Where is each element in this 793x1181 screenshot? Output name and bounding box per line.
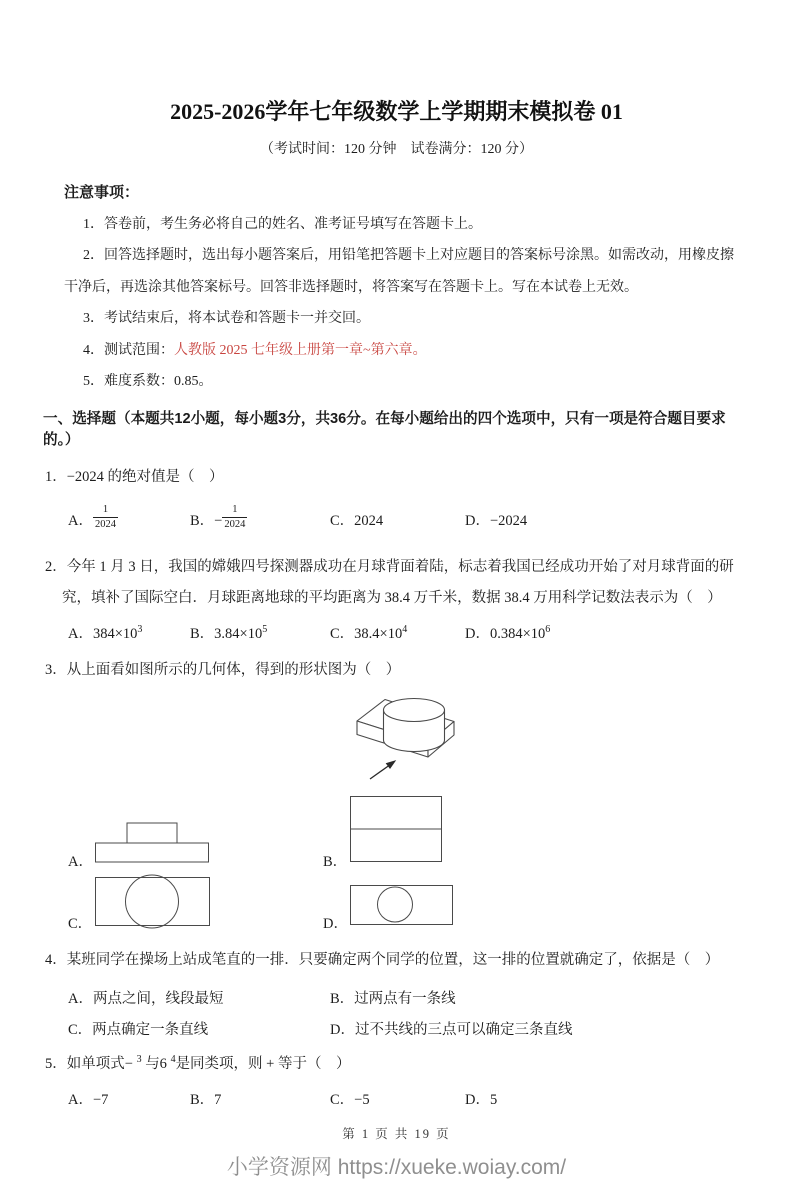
- q3-option-c-label: C．: [68, 915, 93, 932]
- q3-option-b-figure: [350, 796, 442, 862]
- figure-geometry-3d: [350, 690, 745, 786]
- question-4-options-row-1: [45, 987, 745, 1007]
- section-1-heading: 一、选择题（本题共12小题，每小题3分，共36分。在每小题给出的四个选项中，只有一项是符合题目要求的。）: [43, 410, 726, 448]
- q4-option-b: B．过两点有一条线: [330, 990, 456, 1007]
- q2-option-d: D．$0.384\times 10^6$: [465, 623, 551, 642]
- q3-option-a-figure: [95, 816, 209, 863]
- q1-option-c: C．2024: [330, 512, 384, 529]
- note-item-1: 1．答卷前，考生务必将自己的姓名、准考证号填写在答题卡上。: [83, 216, 482, 232]
- q1-option-d: D．−2024: [465, 512, 528, 529]
- question-3-option-figures: [45, 796, 745, 936]
- note-item-4: [64, 335, 744, 367]
- q3-option-b-label: B．: [323, 853, 348, 870]
- question-1-options: [45, 501, 745, 541]
- question-4-options-row-2: [45, 1018, 745, 1038]
- page-title: 2025-2026学年七年级数学上学期期末模拟卷 01: [170, 99, 623, 124]
- q2-option-a: A．$384\times 10^3$: [68, 623, 143, 642]
- footer-page-number: 第 1 页 共 19 页: [342, 1126, 451, 1141]
- note-item-3: 3．考试结束后，将本试卷和答题卡一并交回。: [83, 311, 370, 326]
- question-1-stem: 1．−2024 的绝对值是（ ）: [45, 468, 224, 485]
- cylinder-on-cuboid-figure: [350, 690, 482, 786]
- view-direction-arrow: [370, 761, 395, 779]
- footer-watermark: 小学资源网 https://xueke.woiay.com/: [226, 1155, 567, 1179]
- q4-option-a: A．两点之间，线段最短: [68, 990, 224, 1007]
- note-item-2: 2．回答选择题时，选出每小题答案后，用铅笔把答题卡上对应题目的答案标号涂黑。如需改动，用橡皮擦干净后，再选涂其他答案标号。回答非选择题时，将答案写在答题卡上。写在本试卷上无效。: [64, 248, 734, 295]
- q5-option-d: D．5: [465, 1091, 498, 1108]
- q1-option-b: B．− $\frac{1}{2024}$: [190, 504, 246, 530]
- q4-option-d: D．过不共线的三点可以确定三条直线: [330, 1021, 573, 1038]
- notes-section: [64, 177, 744, 398]
- fraction: $\frac{1}{2024}$: [224, 504, 246, 530]
- q2-option-c: C．$38.4\times 10^4$: [330, 623, 408, 642]
- question-4-stem: 4．某班同学在操场上站成笔直的一排．只要确定两个同学的位置，这一排的位置就确定了，依据是（ ）: [45, 951, 720, 968]
- q5-option-a: A．−7: [68, 1091, 109, 1108]
- q3-option-c-figure: [95, 874, 210, 930]
- q4-option-c: C．两点确定一条直线: [68, 1021, 209, 1038]
- q3-option-d-figure: [350, 885, 453, 925]
- question-5-options: [45, 1088, 745, 1110]
- q3-option-d-label: D．: [323, 915, 348, 932]
- fraction: $\frac{1}{2024}$: [94, 504, 116, 530]
- q5-option-c: C．−5: [330, 1091, 370, 1108]
- q5-option-b: B．7: [190, 1091, 222, 1108]
- question-2-stem: 2．今年 1 月 3 日，我国的嫦娥四号探测器成功在月球背面着陆，标志着我国已经成功开始了对月球背面的研究，填补了国际空白．月球距离地球的平均距离为 38.4 万千米，数据 38.4 万用科学记数法表示为（ ）: [45, 558, 734, 606]
- q2-option-b: B．$3.84\times 10^5$: [190, 623, 268, 642]
- q3-option-a-label: A．: [68, 853, 93, 870]
- note-4-prefix: 4．测试范围：: [83, 342, 174, 358]
- question-5-stem: 5．如单项式− $^3$ 与6 $^4$是同类项，则 + 等于（ ）: [45, 1053, 351, 1072]
- notes-heading: 注意事项：: [64, 184, 140, 201]
- note-4-scope: 人教版 2025 七年级上册第一章~第六章。: [174, 342, 427, 358]
- q1-option-a: A． $\frac{1}{2024}$: [68, 504, 116, 530]
- exam-meta: （考试时间：120 分钟 试卷满分：120 分）: [260, 142, 533, 157]
- note-item-5: 5．难度系数：0.85。: [83, 374, 213, 389]
- questions-area: [45, 462, 745, 1110]
- question-2-options: [45, 622, 745, 644]
- question-3-stem: 3．从上面看如图所示的几何体，得到的形状图为（ ）: [45, 661, 401, 678]
